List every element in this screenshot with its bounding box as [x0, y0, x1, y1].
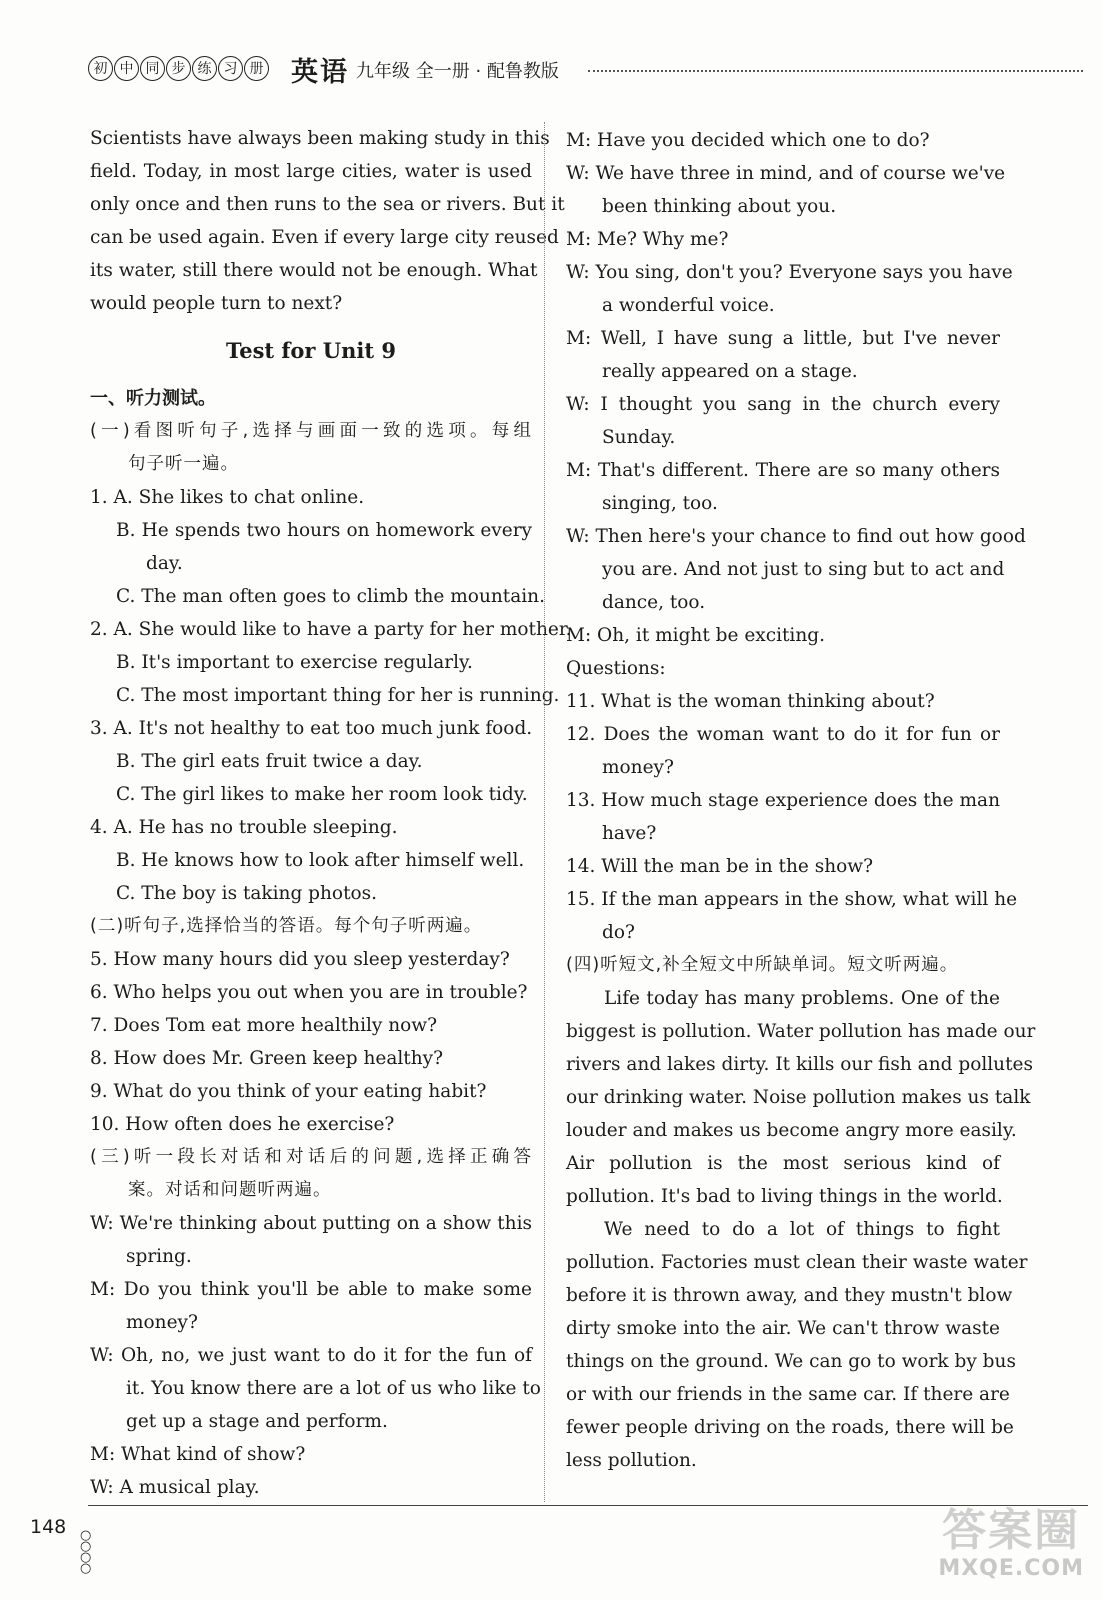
text-line: 15. If the man appears in the show, what will he	[566, 889, 1018, 910]
text-line: W: A musical play.	[90, 1477, 260, 1498]
text-line: money?	[126, 1312, 198, 1333]
watermark-logo	[938, 1506, 1084, 1581]
text-line: its water, still there would not be enough. What	[90, 260, 538, 281]
text-line: dance, too.	[602, 592, 706, 613]
text-line: Questions:	[566, 658, 666, 679]
series-char: 册	[244, 56, 269, 81]
text-line: 6. Who helps you out when you are in trouble?	[90, 982, 528, 1003]
grade-info: 九年级 全一册 · 配鲁教版	[356, 61, 559, 82]
text-line: a wonderful voice.	[602, 295, 775, 316]
text-line: B. The girl eats fruit twice a day.	[116, 751, 423, 772]
text-line: 12. Does the woman want to do it for fun or	[566, 724, 1000, 745]
text-line: have?	[602, 823, 657, 844]
text-line: our drinking water. Noise pollution makes us talk	[566, 1087, 1031, 1108]
text-line: really appeared on a stage.	[602, 361, 858, 382]
text-line: 11. What is the woman thinking about?	[566, 691, 935, 712]
text-line: 案。对话和问题听两遍。	[128, 1180, 332, 1200]
text-line: been thinking about you.	[602, 196, 837, 217]
series-char: 步	[166, 56, 191, 81]
text-line: W: Oh, no, we just want to do it for the fun of	[90, 1345, 532, 1366]
text-line: C. The girl likes to make her room look tidy.	[116, 784, 528, 805]
text-line: B. He spends two hours on homework every	[116, 520, 532, 541]
page-number: 148	[30, 1516, 67, 1538]
text-line: 9. What do you think of your eating habit?	[90, 1081, 487, 1102]
text-line: do?	[602, 922, 635, 943]
text-line: 5. How many hours did you sleep yesterday?	[90, 949, 510, 970]
text-line: 7. Does Tom eat more healthily now?	[90, 1015, 438, 1036]
text-line: before it is thrown away, and they mustn't blow	[566, 1285, 1013, 1306]
text-line: things on the ground. We can go to work by bus	[566, 1351, 1016, 1372]
text-line: spring.	[126, 1246, 192, 1267]
text-line: W: You sing, don't you? Everyone says you have	[566, 262, 1013, 283]
test-title: Test for Unit 9	[225, 338, 396, 363]
text-line: 8. How does Mr. Green keep healthy?	[90, 1048, 444, 1069]
text-line: it. You know there are a lot of us who like to	[126, 1378, 541, 1399]
text-line: field. Today, in most large cities, water is used	[90, 161, 532, 182]
text-line: would people turn to next?	[90, 293, 343, 314]
text-line: get up a stage and perform.	[126, 1411, 388, 1432]
watermark-bottom: MXQE.COM	[938, 1556, 1084, 1581]
text-line: C. The boy is taking photos.	[116, 883, 378, 904]
text-line: money?	[602, 757, 674, 778]
text-line: M: That's different. There are so many others	[566, 460, 1000, 481]
text-line: 1. A. She likes to chat online.	[90, 487, 365, 508]
text-line: less pollution.	[566, 1450, 697, 1471]
text-line: louder and makes us become angry more easily.	[566, 1120, 1017, 1141]
text-line: (二)听句子,选择恰当的答语。每个句子听两遍。	[90, 916, 483, 936]
series-char: 习	[218, 56, 243, 81]
text-line: singing, too.	[602, 493, 718, 514]
text-line: W: We have three in mind, and of course we've	[566, 163, 1006, 184]
series-title	[88, 56, 269, 81]
series-char: 初	[88, 56, 113, 81]
text-line: W: We're thinking about putting on a show this	[90, 1213, 532, 1234]
text-line: M: Do you think you'll be able to make some	[90, 1279, 532, 1300]
text-line: only once and then runs to the sea or rivers. But it	[90, 194, 565, 215]
text-line: dirty smoke into the air. We can't throw waste	[566, 1318, 1000, 1339]
text-line: We need to do a lot of things to fight	[604, 1219, 1000, 1240]
left-column	[90, 122, 572, 1504]
text-line: 13. How much stage experience does the man	[566, 790, 1000, 811]
text-line: B. It's important to exercise regularly.	[116, 652, 473, 673]
text-line: Life today has many problems. One of the	[604, 988, 1000, 1009]
text-line: 10. How often does he exercise?	[90, 1114, 395, 1135]
column-divider	[544, 122, 545, 1502]
text-line: day.	[146, 553, 183, 574]
text-line: 一、听力测试。	[90, 388, 216, 409]
text-line: pollution. Factories must clean their waste water	[566, 1252, 1028, 1273]
subject-title: 英语	[291, 57, 349, 88]
text-line: M: Well, I have sung a little, but I've never	[566, 328, 1000, 349]
text-line: W: Then here's your chance to find out how good	[566, 526, 1026, 547]
text-line: Sunday.	[602, 427, 676, 448]
text-line: 14. Will the man be in the show?	[566, 856, 874, 877]
text-line: B. He knows how to look after himself well.	[116, 850, 525, 871]
text-line: (一)看图听句子,选择与画面一致的选项。每组	[90, 421, 532, 441]
text-line: C. The man often goes to climb the mountain.	[116, 586, 545, 607]
text-line: 句子听一遍。	[128, 454, 239, 474]
series-char: 中	[114, 56, 139, 81]
text-line: M: Oh, it might be exciting.	[566, 625, 825, 646]
page-header	[88, 52, 1088, 88]
series-char: 练	[192, 56, 217, 81]
text-line: 2. A. She would like to have a party for her mother.	[90, 619, 572, 640]
text-line: 3. A. It's not healthy to eat too much junk food.	[90, 718, 533, 739]
text-line: rivers and lakes dirty. It kills our fish and pollutes	[566, 1054, 1033, 1075]
text-line: biggest is pollution. Water pollution has made our	[566, 1021, 1036, 1042]
header-dotted-rule	[588, 70, 1083, 72]
footer-circles-decoration: ○ ○ ○ ○	[80, 1528, 92, 1576]
text-line: fewer people driving on the roads, there will be	[566, 1417, 1014, 1438]
text-line: Air pollution is the most serious kind of	[566, 1153, 1000, 1174]
text-line: pollution. It's bad to living things in the world.	[566, 1186, 1003, 1207]
text-line: (三)听一段长对话和对话后的问题,选择正确答	[90, 1147, 532, 1167]
text-line: Scientists have always been making study in this	[90, 128, 550, 149]
text-line: W: I thought you sang in the church every	[566, 394, 1000, 415]
text-line: M: Have you decided which one to do?	[566, 130, 930, 151]
text-line: M: Me? Why me?	[566, 229, 729, 250]
text-line: 4. A. He has no trouble sleeping.	[90, 817, 398, 838]
watermark-top: 答案圈	[942, 1505, 1081, 1556]
text-line: or with our friends in the same car. If there are	[566, 1384, 1010, 1405]
series-char: 同	[140, 56, 165, 81]
right-column	[566, 124, 1036, 1477]
text-line: can be used again. Even if every large city reused	[90, 227, 559, 248]
text-line: (四)听短文,补全短文中所缺单词。短文听两遍。	[566, 955, 959, 975]
text-line: C. The most important thing for her is running.	[116, 685, 560, 706]
text-line: you are. And not just to sing but to act and	[602, 559, 1005, 580]
text-line: M: What kind of show?	[90, 1444, 306, 1465]
